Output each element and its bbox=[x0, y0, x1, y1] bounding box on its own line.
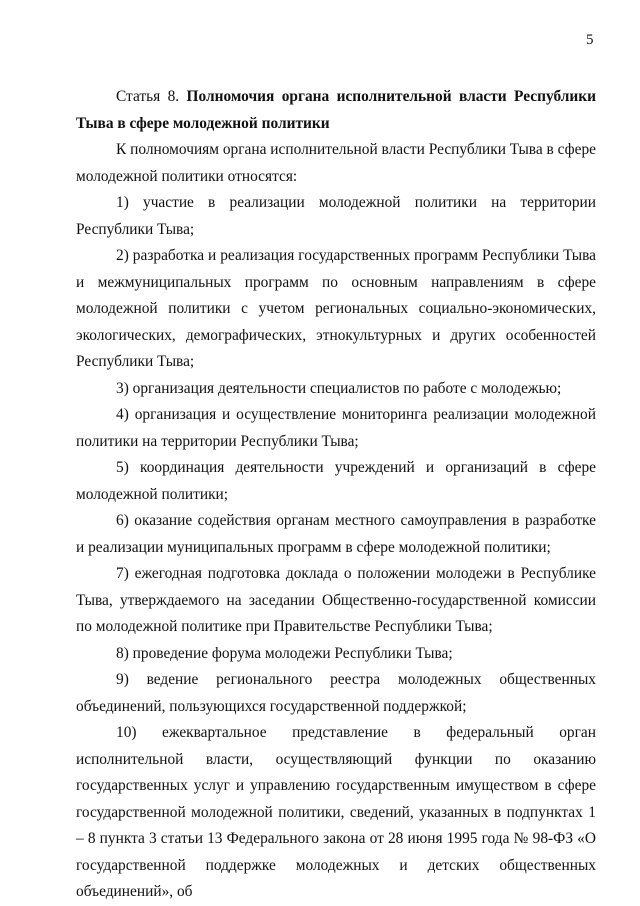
paragraph-item-3: 3) организация деятельности специалистов по работе с молодежью; bbox=[116, 379, 562, 397]
paragraph-item-7: 7) ежегодная подготовка доклада о положении молодежи в Республике Тыва, утверждаемого на заседании Общественно-государственной комиссии по молодежной политике при Правительстве Республики Тыва; bbox=[76, 565, 596, 635]
paragraph-item-1: 1) участие в реализации молодежной политики на территории Республики Тыва; bbox=[76, 194, 596, 238]
article-title: Полномочия органа исполнительной власти Республики Тыва в сфере молодежной политики bbox=[76, 88, 597, 132]
page-number: 5 bbox=[586, 32, 594, 48]
article-prefix: Статья 8. bbox=[116, 88, 180, 105]
paragraph-item-2: 2) разработка и реализация государственных программ Республики Тыва и межмуниципальных программ по основным направлениям в сфере молодежной политики с учетом региональных социально-экономических, экологических, демографических, этнокультурных и других особенностей Республики Тыва; bbox=[76, 247, 596, 370]
document-body bbox=[76, 84, 596, 906]
paragraph-item-5: 5) координация деятельности учреждений и организаций в сфере молодежной политики; bbox=[76, 459, 596, 503]
paragraph-intro: К полномочиям органа исполнительной власти Республики Тыва в сфере молодежной политики относятся: bbox=[76, 141, 596, 185]
paragraph-item-9: 9) ведение регионального реестра молодежных общественных объединений, пользующихся государственной поддержкой; bbox=[76, 671, 596, 715]
paragraph-item-4: 4) организация и осуществление мониторинга реализации молодежной политики на территории Республики Тыва; bbox=[76, 406, 596, 450]
article-heading bbox=[76, 84, 596, 137]
paragraph-item-6: 6) оказание содействия органам местного самоуправления в разработке и реализации муниципальных программ в сфере молодежной политики; bbox=[76, 512, 596, 556]
paragraph-item-8: 8) проведение форума молодежи Республики Тыва; bbox=[116, 644, 453, 662]
paragraph-item-10: 10) ежеквартальное представление в федеральный орган исполнительной власти, осуществляющий функции по оказанию государственных услуг и управлению государственным имуществом в сфере государственной молодежной политики, сведений, указанных в подпунктах 1 – 8 пункта 3 статьи 13 Федерального закона от 28 июня 1995 года № 98-ФЗ «О государственной поддержке молодежных и детских общественных объединений», об bbox=[76, 724, 596, 900]
